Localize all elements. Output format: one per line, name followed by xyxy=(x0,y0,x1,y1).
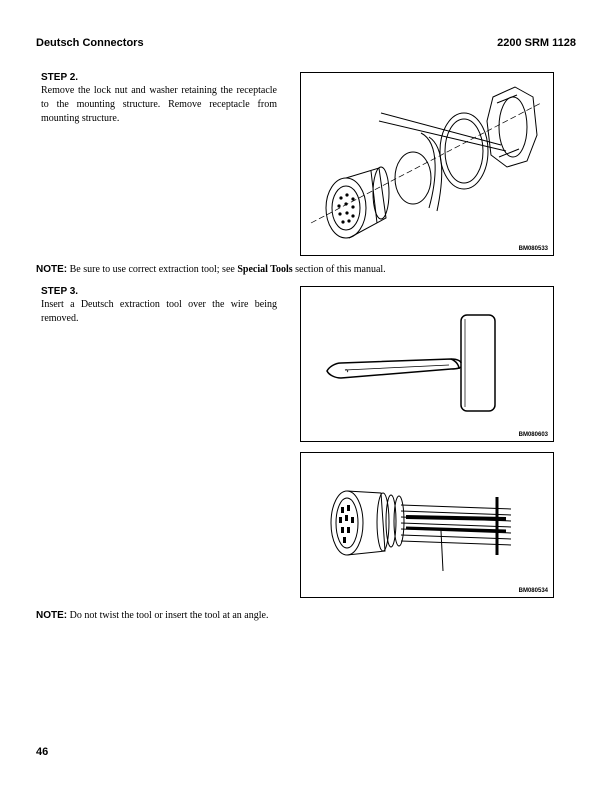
figure-3-id: BM080534 xyxy=(518,588,548,594)
step-3-text: Insert a Deutsch extraction tool over the wire being removed. xyxy=(41,299,277,324)
note-text-after: section of this manual. xyxy=(295,264,386,275)
step-2-text: Remove the lock nut and washer retaining the receptacle to the mounting structure. Remove receptacle from mounting structure. xyxy=(41,85,277,124)
section-title: Deutsch Connectors xyxy=(36,37,144,49)
figure-tool-over-wire xyxy=(300,452,554,598)
note-text: Do not twist the tool or insert the tool at an angle. xyxy=(69,610,269,621)
special-tools-reference: Special Tools xyxy=(237,264,293,275)
figure-receptacle-removal xyxy=(300,72,554,256)
note-label: NOTE: xyxy=(36,610,68,621)
figure-extraction-tool xyxy=(300,286,554,442)
extraction-tool-illustration xyxy=(301,287,553,441)
note-extraction-tool xyxy=(36,264,386,275)
receptacle-illustration xyxy=(301,73,553,255)
step-3-title: STEP 3. xyxy=(41,286,79,297)
note-text-before: Be sure to use correct extraction tool; see xyxy=(69,264,235,275)
figure-2-id: BM080603 xyxy=(518,432,548,438)
manual-reference: 2200 SRM 1128 xyxy=(497,37,576,49)
tool-over-wire-illustration xyxy=(301,453,553,597)
note-do-not-twist xyxy=(36,610,268,621)
note-label: NOTE: xyxy=(36,264,68,275)
page-number: 46 xyxy=(36,746,49,758)
figure-1-id: BM080533 xyxy=(518,246,548,252)
step-2-title: STEP 2. xyxy=(41,72,79,83)
